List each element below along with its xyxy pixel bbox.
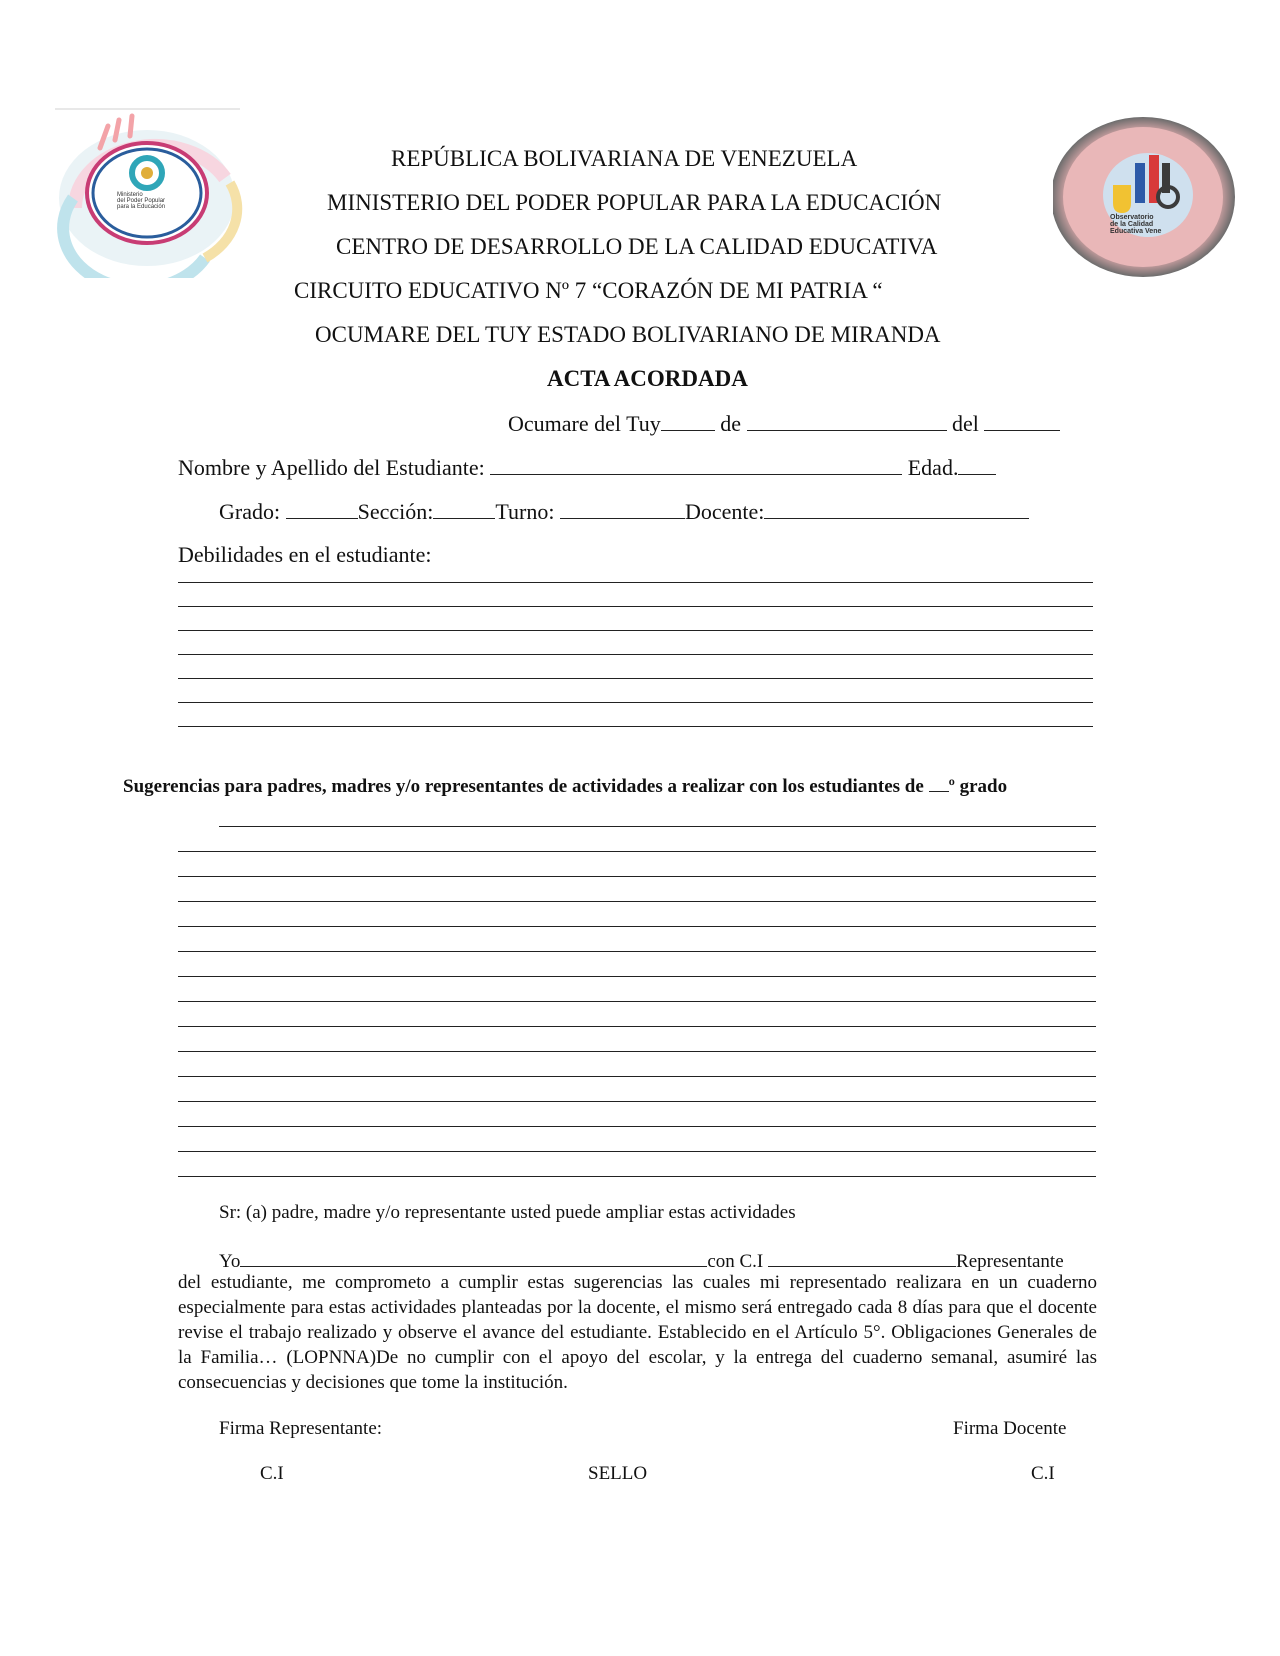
suggestions-label-grade: º grado [948,776,1008,797]
representante-label: Representante [956,1251,1064,1272]
weakness-line[interactable] [178,702,1093,703]
suggestion-line[interactable] [178,951,1096,952]
ci-right-label: C.I [1031,1463,1055,1484]
day-field[interactable] [661,410,715,431]
suggestion-line[interactable] [178,1026,1096,1027]
suggestions-label-text: Sugerencias para padres, madres y/o representantes de actividades a realizar con los estudiantes de [123,776,929,797]
con-ci-label: con C.I [707,1251,764,1272]
suggestion-line[interactable] [178,1176,1096,1177]
signature-representative-label: Firma Representante: [219,1418,383,1439]
shift-field[interactable] [560,498,685,519]
suggestion-line[interactable] [178,1126,1096,1127]
logo-right-text-2: de la Calidad [1110,221,1154,228]
suggestion-line[interactable] [178,1151,1096,1152]
teacher-field[interactable] [764,498,1029,519]
representative-name-field[interactable] [240,1248,707,1267]
de-label: de [720,411,742,436]
suggestion-line[interactable] [178,926,1096,927]
student-name-label: Nombre y Apellido del Estudiante: [178,455,485,480]
weakness-line[interactable] [178,606,1093,607]
shift-label: Turno: [495,499,555,524]
grade-label: Grado: [219,499,281,524]
logo-right-text-3: Educativa Vene [1110,228,1162,235]
logo-text-1: Ministerio [117,192,143,198]
weakness-line[interactable] [178,630,1093,631]
month-field[interactable] [747,410,947,431]
note-text: Sr: (a) padre, madre y/o representante usted puede ampliar estas actividades [219,1202,796,1223]
student-name-field[interactable] [490,454,902,475]
logo-text-3: para la Educación [117,204,166,210]
year-field[interactable] [984,410,1060,431]
page-title: ACTA ACORDADA [547,366,748,391]
section-field[interactable] [433,498,495,519]
student-row [178,454,996,481]
observatory-logo [1053,115,1238,285]
yo-label: Yo [219,1251,241,1272]
age-label: Edad. [907,455,959,480]
weakness-line[interactable] [178,654,1093,655]
weaknesses-label: Debilidades en el estudiante: [178,542,432,567]
suggestion-line[interactable] [178,851,1096,852]
date-row [508,410,1060,437]
header-circuit: CIRCUITO EDUCATIVO Nº 7 “CORAZÓN DE MI PATRIA “ [294,278,883,303]
signature-teacher-label: Firma Docente [953,1418,1067,1439]
age-field[interactable] [958,454,996,475]
logo-text-2: del Poder Popular [117,198,166,204]
suggestion-line[interactable] [178,876,1096,877]
section-label: Sección: [357,499,434,524]
weakness-line[interactable] [178,726,1093,727]
logo-right-text-1: Observatorio [1110,214,1154,221]
header-location: OCUMARE DEL TUY ESTADO BOLIVARIANO DE MIRANDA [315,322,941,347]
grade-row [219,498,1029,525]
ministry-logo [55,108,255,278]
weakness-line[interactable] [178,582,1093,583]
header-center: CENTRO DE DESARROLLO DE LA CALIDAD EDUCATIVA [336,234,938,259]
grade-field[interactable] [286,498,358,519]
suggestion-line[interactable] [178,976,1096,977]
header-republic: REPÚBLICA BOLIVARIANA DE VENEZUELA [391,146,858,171]
teacher-label: Docente: [684,499,765,524]
seal-label: SELLO [588,1463,648,1484]
place-label: Ocumare del Tuy [508,411,661,436]
suggestion-line[interactable] [178,1051,1096,1052]
grade-number-field[interactable] [929,774,949,792]
del-label: del [952,411,979,436]
representative-ci-field[interactable] [768,1248,956,1267]
suggestion-line[interactable] [178,1101,1096,1102]
weakness-line[interactable] [178,678,1093,679]
suggestions-label [123,774,1007,798]
suggestion-line[interactable] [178,901,1096,902]
suggestion-line[interactable] [219,826,1096,827]
ci-left-label: C.I [260,1463,284,1484]
suggestion-line[interactable] [178,1001,1096,1002]
commitment-body: del estudiante, me comprometo a cumplir estas sugerencias las cuales mi representado realizara en un cuaderno especialmente para estas actividades planteadas por la docente, el mismo será entregado cada 8 días para que el docente revise el trabajo realizado y observe el avance del estudiante. Establecido en el Artículo 5°. Obligaciones Generales de la Familia… (LOPNNA)De no cumplir con el apoyo del escolar, y la entrega del cuaderno semanal, asumiré las consecuencias y decisiones que tome la institución. [178,1272,1097,1393]
suggestion-line[interactable] [178,1076,1096,1077]
header-ministry: MINISTERIO DEL PODER POPULAR PARA LA EDUCACIÓN [327,190,942,215]
